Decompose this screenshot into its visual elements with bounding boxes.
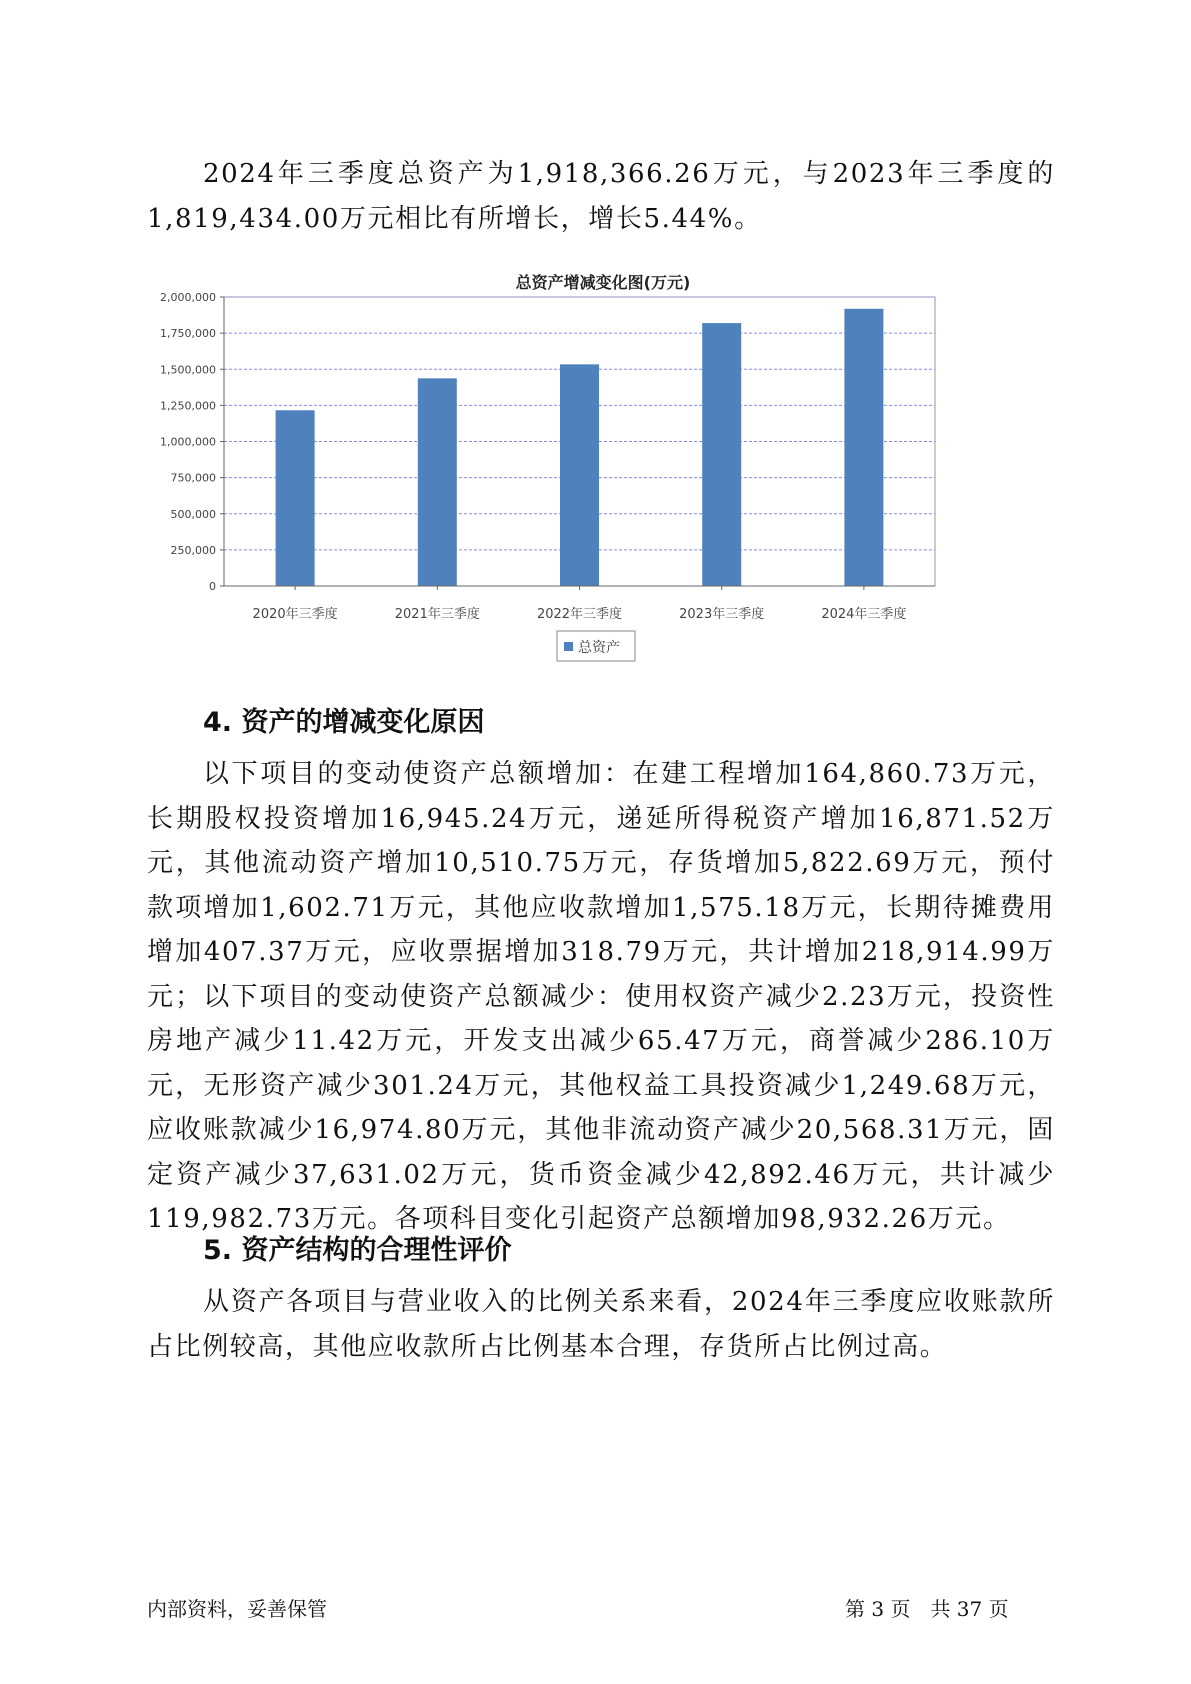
section5-heading: 5. 资产结构的合理性评价	[203, 1235, 512, 1266]
footer-page-number: 第 3 页 共 37 页	[845, 1597, 1009, 1621]
intro-paragraph: 2024年三季度总资产为1,918,366.26万元，与2023年三季度的1,819,434.00万元相比有所增长，增长5.44%。	[147, 159, 1055, 234]
chart-title: 总资产增减变化图(万元)	[515, 273, 691, 292]
y-tick-label: 1,250,000	[160, 399, 216, 413]
legend-label: 总资产	[578, 640, 620, 656]
total-assets-bar-chart	[160, 268, 1030, 718]
section4-heading: 4. 资产的增减变化原因	[203, 707, 485, 738]
x-tick-label: 2021年三季度	[394, 607, 480, 622]
x-tick-label: 2022年三季度	[536, 607, 623, 622]
x-tick-label: 2020年三季度	[252, 607, 338, 622]
y-tick-label: 2,000,000	[160, 291, 216, 304]
y-tick-label: 1,750,000	[160, 327, 216, 341]
y-tick-label: 500,000	[170, 507, 216, 521]
section5-body: 从资产各项目与营业收入的比例关系来看，2024年三季度应收账款所占比例较高，其他应收款所占比例基本合理，存货所占比例过高。	[147, 1287, 1055, 1362]
x-tick-label: 2024年三季度	[821, 607, 907, 622]
bar	[560, 364, 599, 586]
bar	[844, 309, 883, 586]
chart-legend	[557, 631, 635, 661]
y-tick-label: 750,000	[170, 471, 216, 485]
legend-swatch	[564, 642, 573, 651]
bar	[702, 323, 741, 586]
footer-confidential: 内部资料，妥善保管	[147, 1597, 327, 1621]
bar	[418, 378, 457, 586]
y-tick-label: 1,500,000	[160, 363, 216, 377]
y-tick-label: 1,000,000	[160, 435, 216, 449]
y-tick-label: 0	[209, 580, 216, 593]
bar	[276, 410, 315, 586]
section4-body: 以下项目的变动使资产总额增加：在建工程增加164,860.73万元，长期股权投资增加16,945.24万元，递延所得税资产增加16,871.52万元，其他流动资产增加10,510.75万元，存货增加5,822.69万元，预付款项增加1,602.71万元，其他应收款增加1,575.18万元，长期待摊费用增加407.37万元，应收票据增加318.79万元，共计增加218,914.99万元；以下项目的变动使资产总额减少：使用权资产减少2.23万元，投资性房地产减少11.42万元，开发支出减少65.47万元，商誉减少286.10万元，无形资产减少301.24万元，其他权益工具投资减少1,249.68万元，应收账款减少16,974.80万元，其他非流动资产减少20,568.31万元，固定资产减少37,631.02万元，货币资金减少42,892.46万元，共计减少119,982.73万元。各项科目变化引起资产总额增加98,932.26万元。	[147, 759, 1055, 1234]
y-tick-label: 250,000	[170, 543, 216, 557]
x-tick-label: 2023年三季度	[679, 607, 765, 622]
